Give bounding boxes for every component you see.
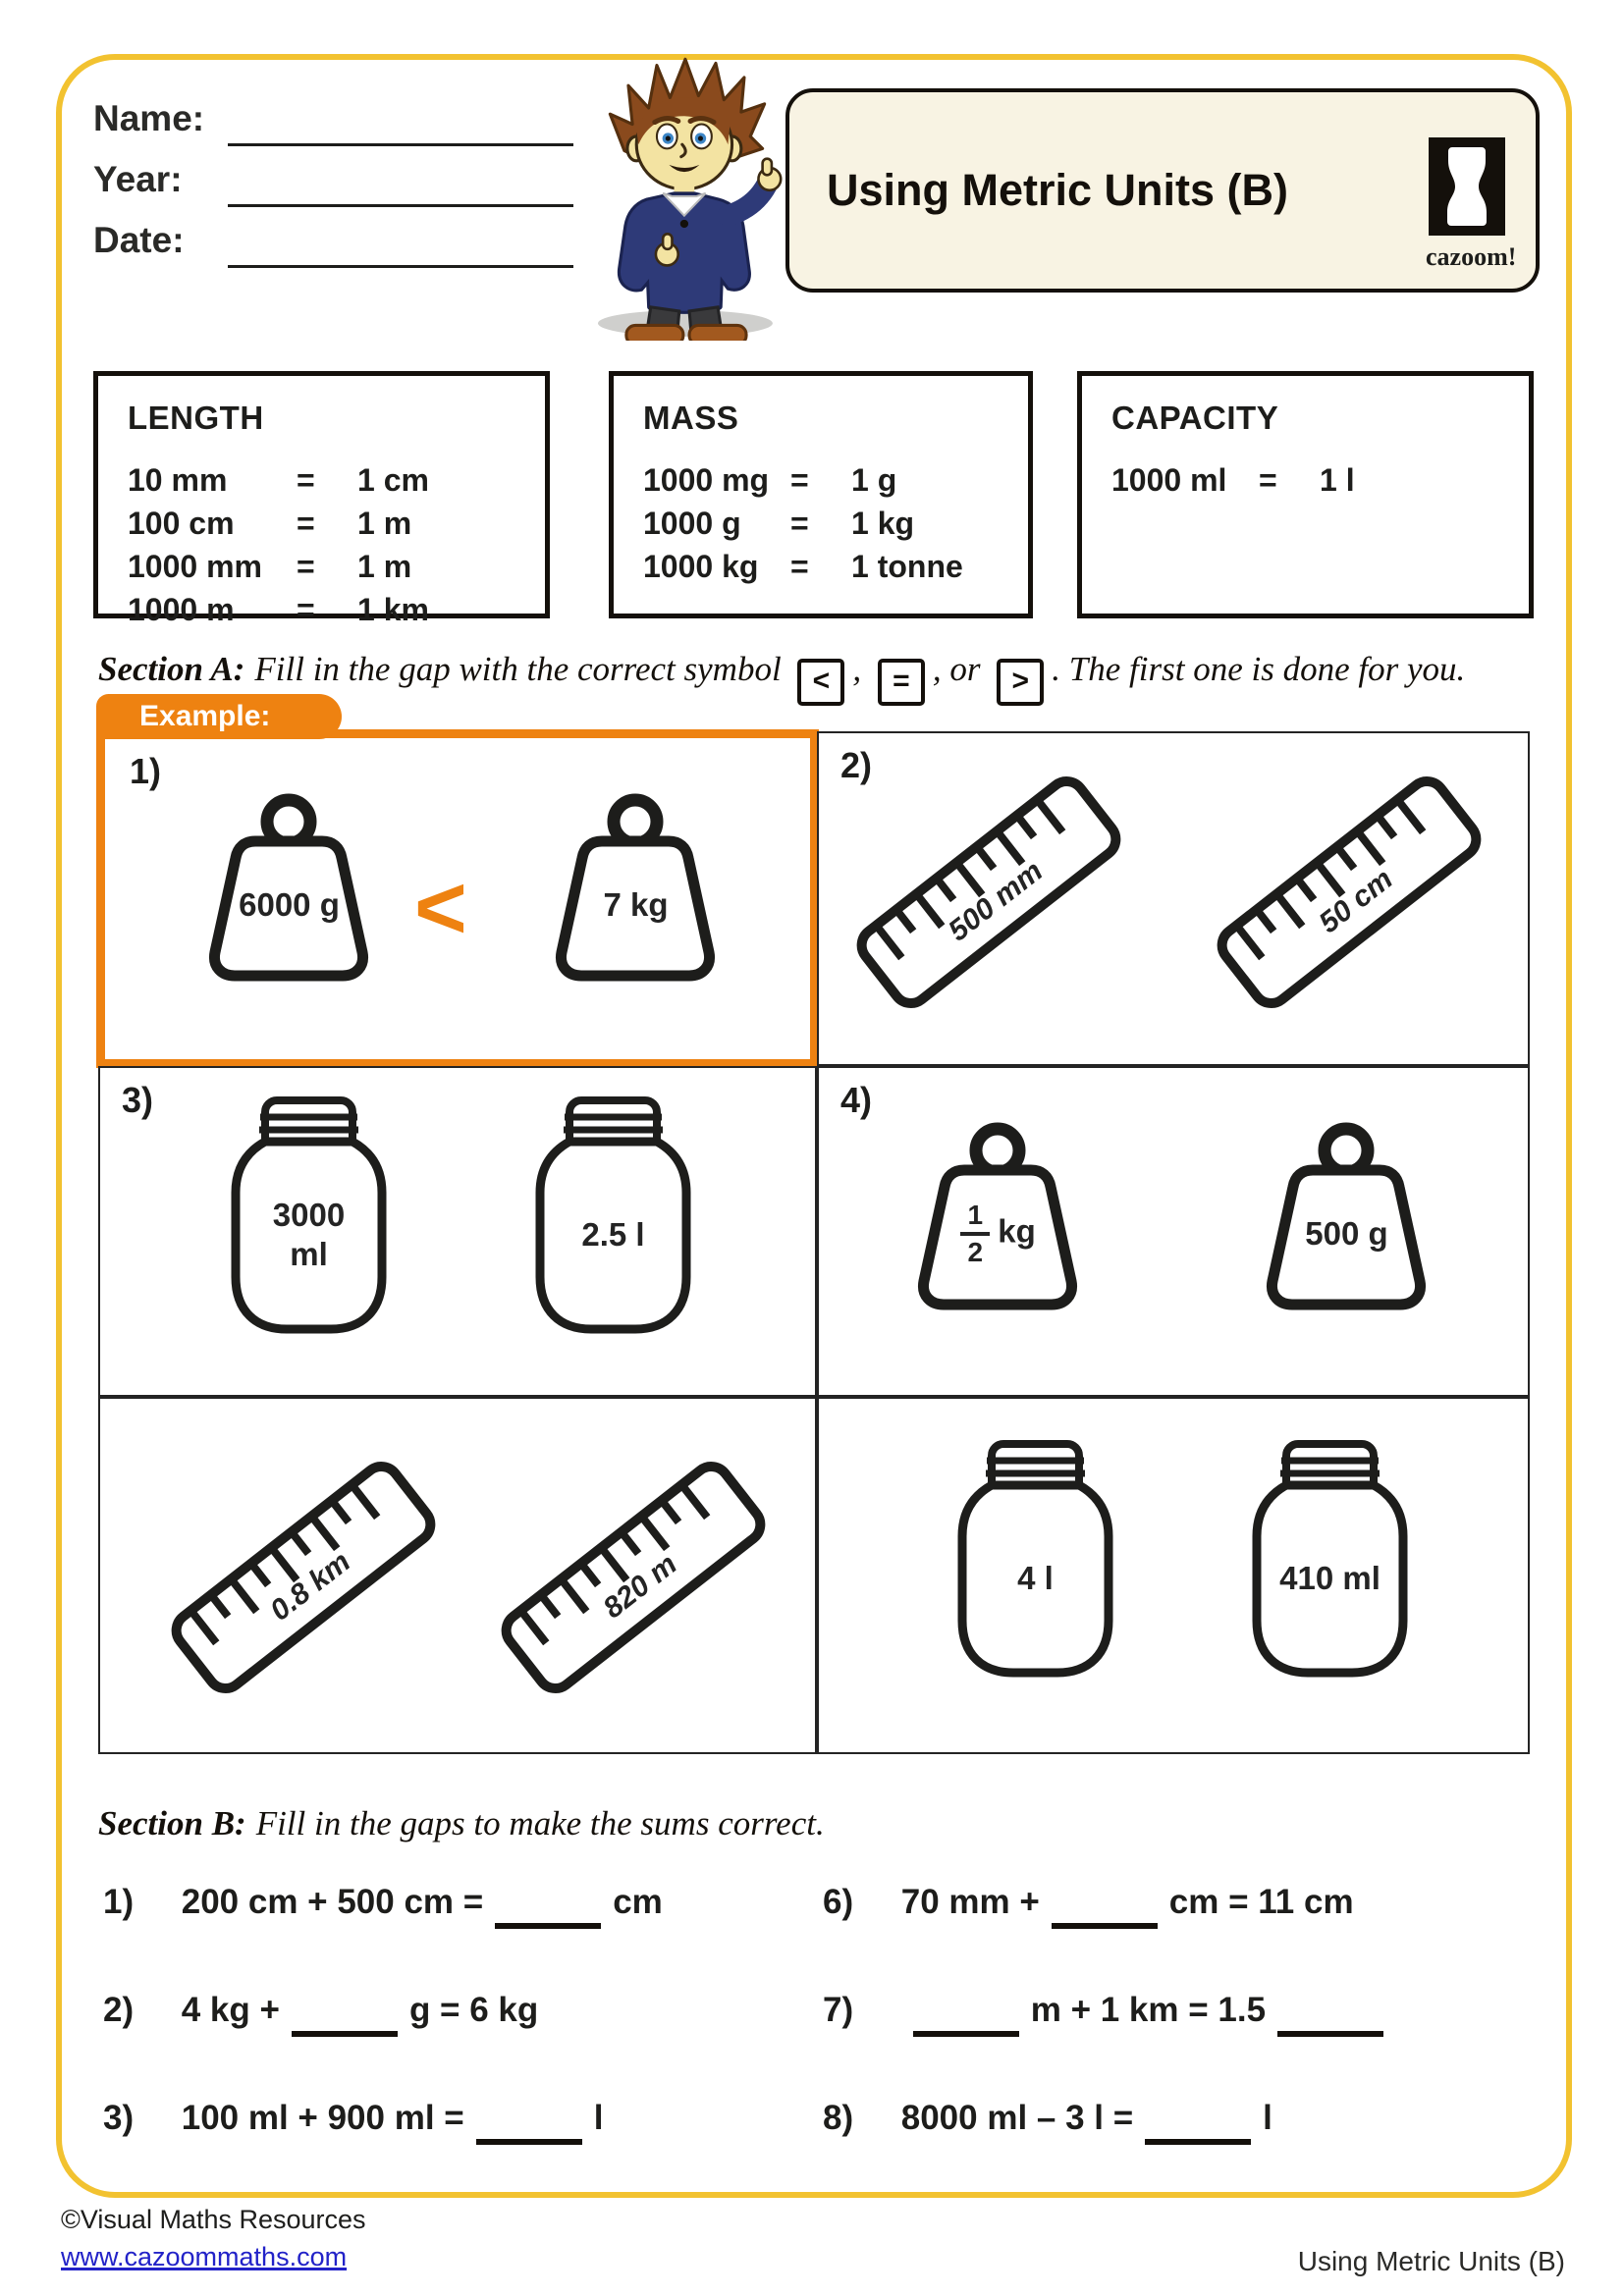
problem-number: 4) [840, 1080, 873, 1120]
ruler-value: 0.8 km [264, 1545, 357, 1628]
problem-cell-1 [98, 700, 817, 1066]
problem-number: 3) [122, 1080, 154, 1120]
sum-item-7: 7) m + 1 km = 1.5 [823, 1991, 1395, 2037]
problem-cell-6[interactable] [817, 1397, 1530, 1754]
answer-blank[interactable] [292, 1994, 398, 2037]
jar-icon [1229, 1436, 1431, 1682]
item-number: 8) [823, 2099, 854, 2137]
sum-item-2: 2) 4 kg + g = 6 kg [103, 1991, 538, 2037]
mass-row: 1000 kg = 1 tonne [643, 549, 963, 584]
weight-value: 500 g [1305, 1215, 1388, 1252]
length-reference-box [93, 371, 550, 627]
greater-than-symbol-box: > [997, 659, 1044, 706]
ruler-value: 50 cm [1313, 862, 1399, 940]
item-number: 2) [103, 1991, 135, 2029]
problem-cell-3[interactable] [98, 1066, 817, 1397]
problem-number: 2) [840, 745, 873, 785]
item-number: 3) [103, 2099, 135, 2137]
mass-title: MASS [643, 400, 739, 436]
section-a-heading: Section A: Fill in the gap with the correct symbol < , = , or > . The first one is done for you. [98, 650, 1465, 706]
ruler-icon [1207, 766, 1491, 1018]
item-number: 6) [823, 1883, 854, 1921]
weight-icon [184, 790, 395, 982]
weight-value: $\frac{1}{2}$ kg [893, 1201, 1104, 1266]
jar-value: 3000 ml [272, 1197, 346, 1272]
date-label: Date: [93, 220, 185, 260]
problem-number: 1) [130, 751, 162, 791]
answer-blank[interactable] [913, 1994, 1019, 2037]
cazoom-logo-text: cazoom! [1426, 242, 1517, 271]
less-than-symbol-box: < [797, 659, 844, 706]
cazoom-logo [1426, 137, 1517, 272]
length-row: 1000 m = 1 km [128, 592, 429, 627]
ruler-value: 820 m [597, 1547, 683, 1626]
answer-blank[interactable] [1145, 2102, 1251, 2145]
ruler-icon [846, 766, 1131, 1018]
example-tab: Example: [96, 694, 342, 739]
problem-cell-2[interactable] [817, 731, 1530, 1066]
problem-cell-5[interactable] [98, 1397, 817, 1754]
title-box [785, 88, 1540, 293]
website-link[interactable]: www.cazoommaths.com [61, 2242, 348, 2271]
mass-reference-box [609, 371, 1033, 618]
capacity-row: 1000 ml = 1 l [1111, 462, 1355, 498]
answer-blank[interactable] [1052, 1886, 1158, 1929]
footer-doc-title: Using Metric Units (B) [1297, 2246, 1565, 2276]
example-answer-symbol: < [414, 858, 467, 958]
sum-item-6: 6) 70 mm + cm = 11 cm [823, 1883, 1354, 1929]
jar-icon [513, 1093, 714, 1338]
section-b-instruction: Fill in the gaps to make the sums correct. [255, 1804, 825, 1842]
weight-icon [893, 1119, 1104, 1310]
mass-row: 1000 mg = 1 g [643, 462, 897, 498]
sum-item-3: 3) 100 ml + 900 ml = l [103, 2099, 603, 2145]
answer-blank[interactable] [1277, 1994, 1383, 2037]
ruler-value: 500 mm [942, 854, 1050, 948]
weight-value: 6000 g [239, 886, 340, 923]
copyright-text: ©Visual Maths Resources [61, 2205, 366, 2234]
year-label: Year: [93, 159, 183, 199]
cazoom-logo-icon [1429, 137, 1505, 236]
name-label: Name: [93, 98, 205, 138]
answer-blank[interactable] [495, 1886, 601, 1929]
name-input-line[interactable] [228, 143, 573, 146]
date-input-line[interactable] [228, 265, 573, 268]
answer-blank[interactable] [476, 2102, 582, 2145]
jar-icon [208, 1093, 409, 1338]
section-b-label: Section B: [98, 1804, 246, 1842]
jar-icon [935, 1436, 1136, 1682]
item-number: 7) [823, 1991, 854, 2029]
weight-icon [530, 790, 741, 982]
mascot-boy-illustration [574, 51, 800, 341]
section-a-instruction-post: . The first one is done for you. [1052, 650, 1466, 688]
weight-value: 7 kg [603, 886, 669, 923]
length-row: 1000 mm = 1 m [128, 549, 412, 584]
length-row: 100 cm = 1 m [128, 506, 412, 541]
sum-item-8: 8) 8000 ml – 3 l = l [823, 2099, 1272, 2145]
page-title: Using Metric Units (B) [827, 165, 1289, 215]
mass-row: 1000 g = 1 kg [643, 506, 915, 541]
jar-value: 2.5 l [581, 1216, 645, 1253]
ruler-icon [161, 1451, 446, 1703]
jar-value: 410 ml [1279, 1560, 1380, 1596]
jar-value: 4 l [1017, 1560, 1054, 1596]
length-row: 10 mm = 1 cm [128, 462, 429, 498]
capacity-reference-box [1077, 371, 1534, 618]
capacity-title: CAPACITY [1111, 400, 1279, 436]
section-b-heading [98, 1804, 825, 1843]
section-a-label: Section A: [98, 650, 245, 688]
weight-icon [1241, 1119, 1452, 1310]
fraction: $\frac{1}{2}$ [960, 1201, 990, 1266]
equals-symbol-box: = [878, 659, 925, 706]
sum-item-1: 1) 200 cm + 500 cm = cm [103, 1883, 663, 1929]
ruler-icon [491, 1528, 776, 1627]
length-title: LENGTH [128, 400, 264, 436]
problem-cell-4[interactable] [817, 1066, 1530, 1397]
section-a-grid [98, 700, 1530, 1754]
section-a-instruction-pre: Fill in the gap with the correct symbol [254, 650, 782, 688]
item-number: 1) [103, 1883, 135, 1921]
year-input-line[interactable] [228, 204, 573, 207]
